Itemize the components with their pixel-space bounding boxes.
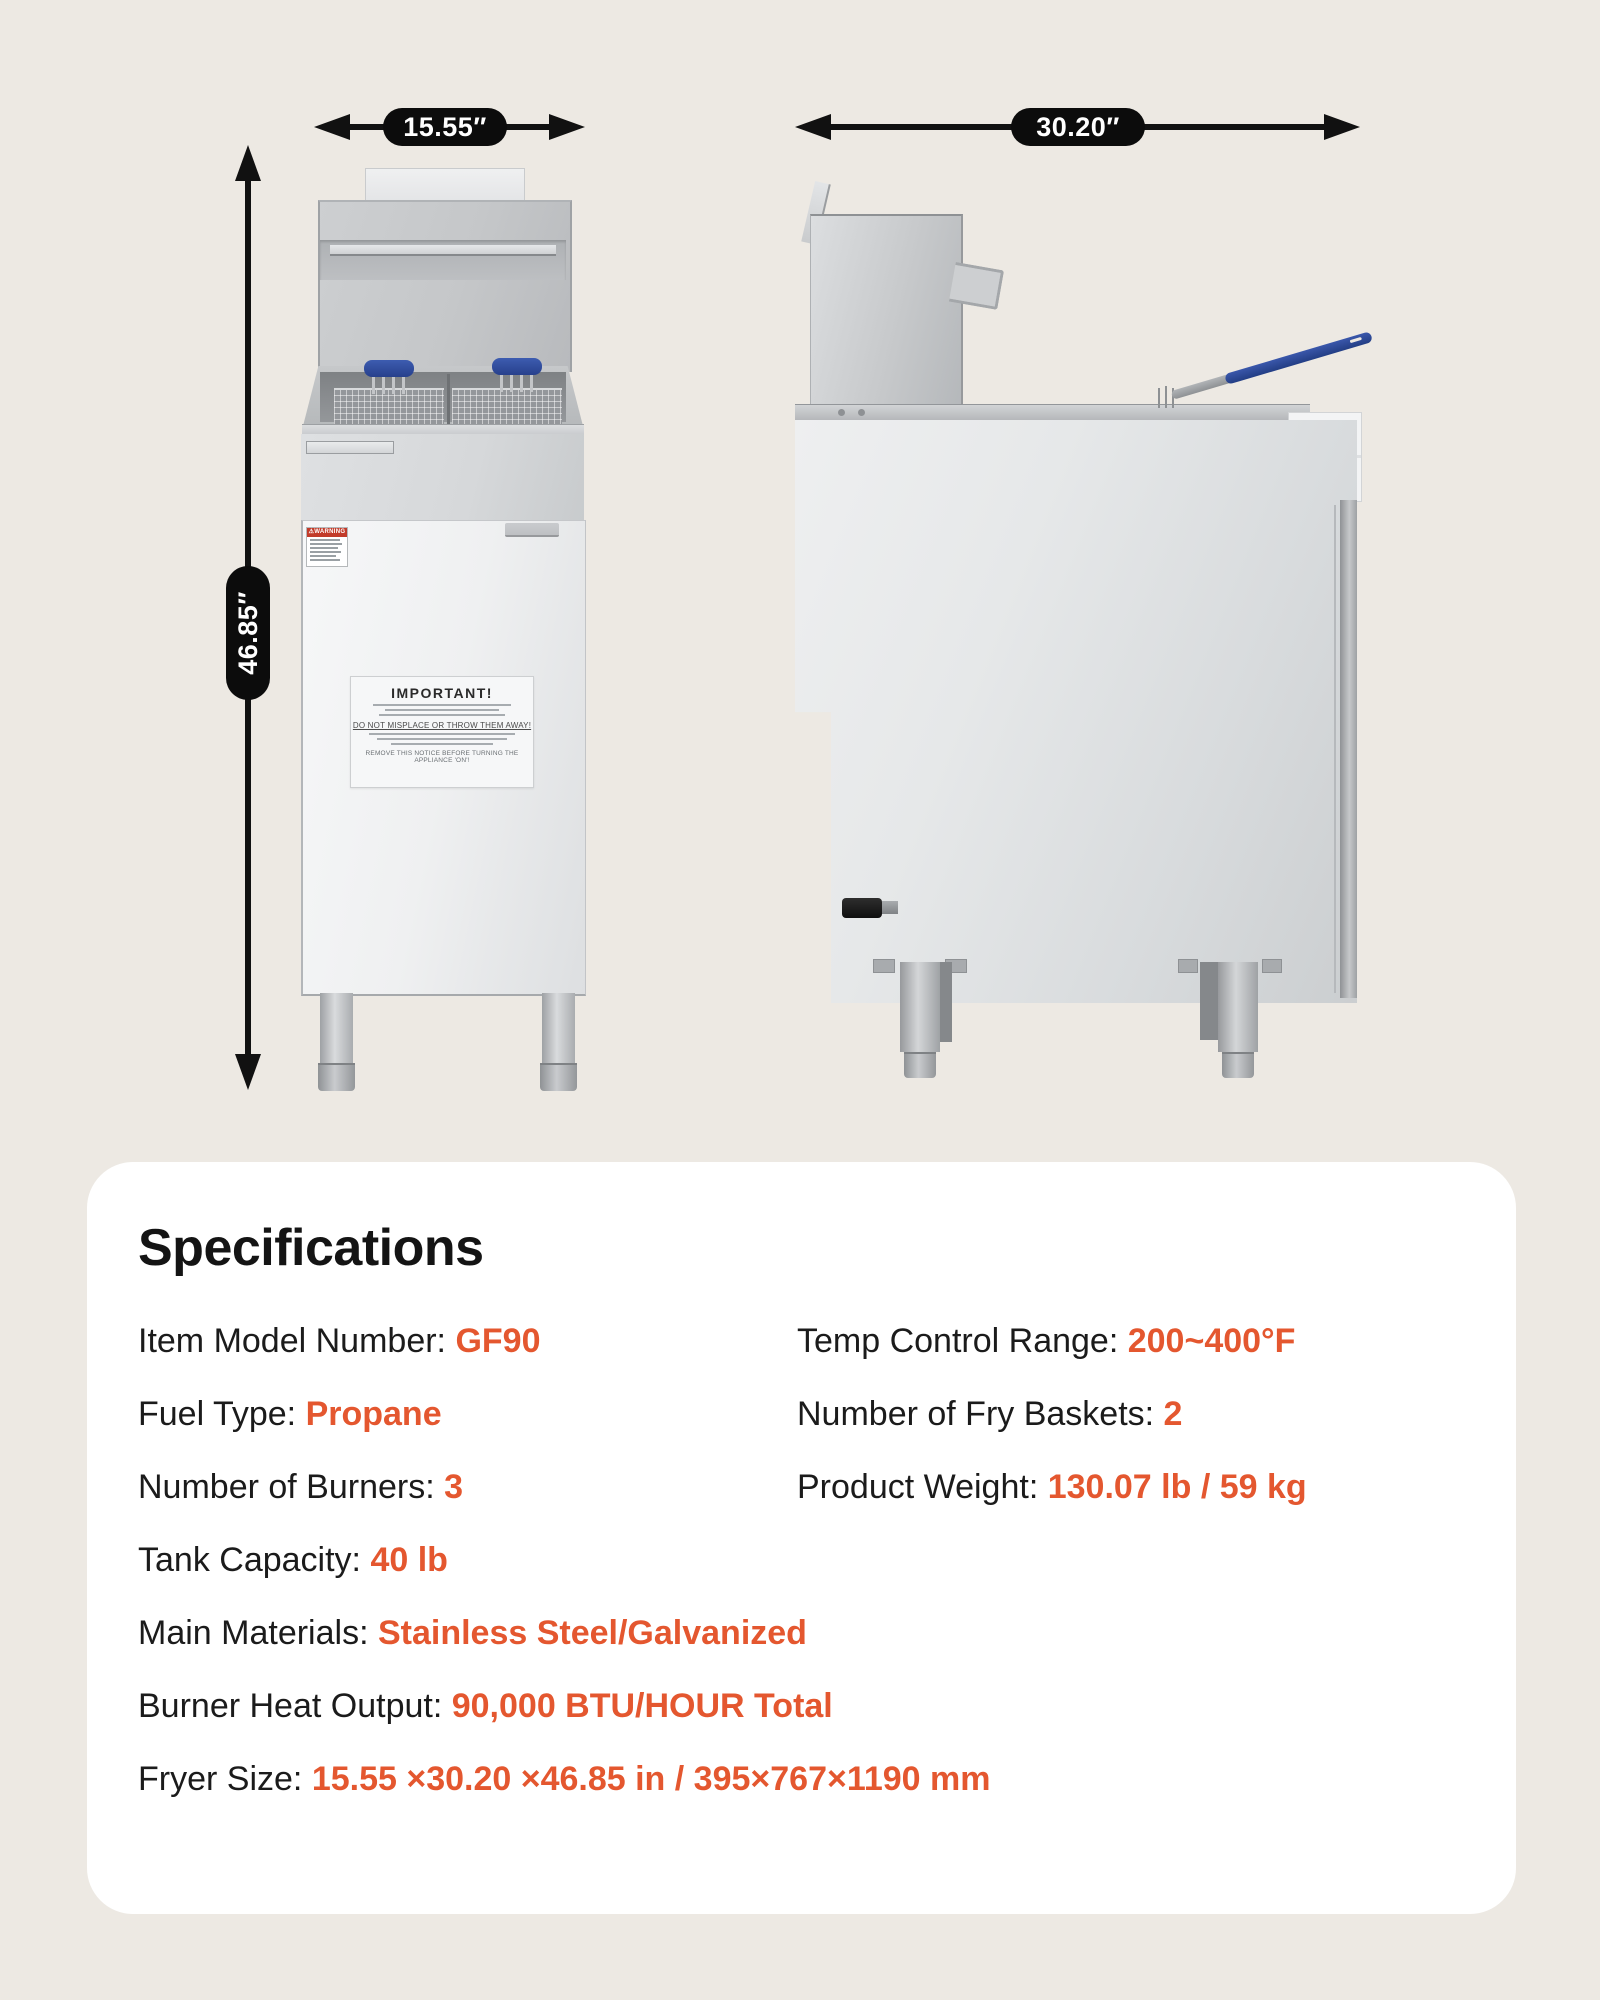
side-leg-left-rear: [938, 962, 952, 1042]
spec-fryer-size: Fryer Size: 15.55 ×30.20 ×46.85 in / 395×767×1190 mm: [138, 1760, 991, 1798]
height-pill: [226, 566, 270, 700]
fry-basket-right: [452, 388, 562, 426]
basket-handle-left: [364, 360, 414, 377]
front-width-pill: [383, 108, 507, 146]
drain-valve: [842, 898, 882, 918]
front-leg-left: [320, 993, 353, 1063]
spec-tank-capacity: Tank Capacity: 40 lb: [138, 1541, 448, 1579]
important-label-title: IMPORTANT!: [391, 685, 493, 701]
spec-burner-heat-output: Burner Heat Output: 90,000 BTU/HOUR Total: [138, 1687, 833, 1725]
basket-handle-right: [492, 358, 542, 375]
spec-product-weight: Product Weight: 130.07 lb / 59 kg: [797, 1468, 1307, 1506]
spec-fuel-type: Fuel Type: Propane: [138, 1395, 442, 1433]
specifications-card: [87, 1162, 1516, 1914]
front-door-handle: [505, 523, 559, 537]
side-basket-handle: [1170, 331, 1373, 401]
side-leg-left: [900, 962, 940, 1052]
important-label-footer: REMOVE THIS NOTICE BEFORE TURNING THE APPLIANCE 'ON'!: [365, 750, 519, 764]
fry-basket-left: [334, 388, 444, 426]
front-backsplash: [318, 200, 572, 372]
important-label-subtitle: DO NOT MISPLACE OR THROW THEM AWAY!: [352, 721, 532, 730]
side-depth-value: 30.20″: [1036, 111, 1120, 142]
specifications-title: Specifications: [138, 1219, 484, 1277]
front-width-value: 15.55″: [403, 111, 487, 142]
side-leg-right-rear: [1200, 962, 1220, 1040]
height-value: 46.85″: [232, 591, 263, 675]
front-leg-right: [542, 993, 575, 1063]
spec-main-materials: Main Materials: Stainless Steel/Galvanized: [138, 1614, 807, 1652]
warning-label-title: ⚠WARNING: [308, 529, 346, 535]
spec-number-of-burners: Number of Burners: 3: [138, 1468, 464, 1506]
side-right-trim: [1340, 500, 1357, 998]
side-flue: [810, 214, 963, 426]
warning-label: [306, 527, 348, 567]
important-label: [350, 676, 534, 788]
spec-number-of-fry-baskets: Number of Fry Baskets: 2: [797, 1395, 1183, 1433]
spec-item-model-number: Item Model Number: GF90: [138, 1322, 541, 1360]
spec-temp-control-range: Temp Control Range: 200~400°F: [797, 1322, 1296, 1360]
side-depth-pill: [1011, 108, 1145, 146]
side-flue-bracket: [949, 262, 1004, 310]
side-leg-right: [1218, 962, 1258, 1052]
